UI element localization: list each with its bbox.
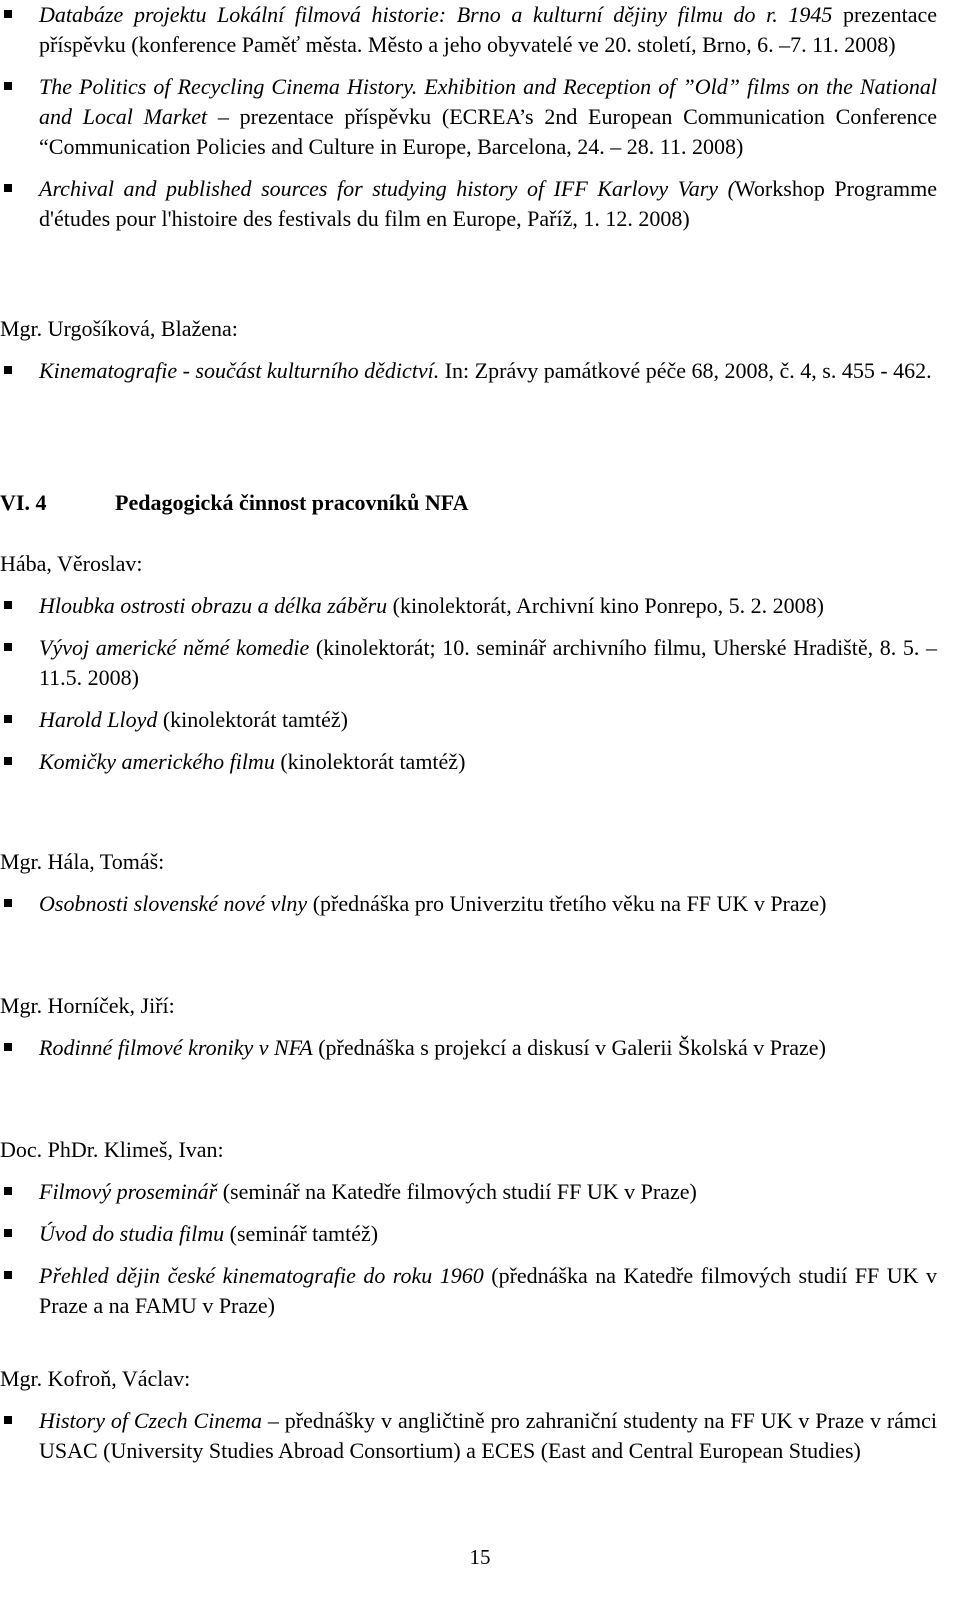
list-item — [0, 705, 937, 735]
item-title: Archival and published sources for studying history of IFF Karlovy Vary ( — [39, 176, 735, 201]
urgosikova-block — [0, 314, 960, 386]
square-bullet-icon — [4, 1416, 12, 1424]
item-title: Kinematografie - součást kulturního dědictví. — [39, 358, 440, 383]
item-detail: (přednáška s projekcí a diskusí v Galerii Školská v Praze) — [312, 1035, 826, 1060]
hala-block — [0, 847, 960, 919]
square-bullet-icon — [4, 184, 12, 192]
square-bullet-icon — [4, 10, 12, 18]
hornicek-block — [0, 991, 960, 1063]
section-number: VI. 4 — [0, 490, 47, 515]
list-item — [0, 1219, 937, 1249]
item-detail: (seminář na Katedře filmových studií FF UK v Praze) — [217, 1179, 697, 1204]
square-bullet-icon — [4, 82, 12, 90]
kofron-block — [0, 1364, 960, 1466]
conference-presentations — [0, 0, 960, 234]
item-title: Komičky amerického filmu — [39, 749, 275, 774]
item-detail: – prezentace příspěvku (ECREA’s 2nd European Communication Conference “Communication Policies and Culture in Europe, Barcelona, 24. – 28. 11. 2008) — [39, 104, 937, 159]
list-item — [0, 889, 937, 919]
person-heading: Hába, Věroslav: — [0, 551, 143, 576]
square-bullet-icon — [4, 601, 12, 609]
person-heading: Mgr. Kofroň, Václav: — [0, 1366, 191, 1391]
item-detail: prezentace příspěvku (konference Paměť města. Město a jeho obyvatelé ve 20. století, Brno, 6. –7. 11. 2008) — [39, 2, 937, 57]
item-title: Přehled dějin české kinematografie do roku 1960 — [39, 1263, 484, 1288]
bullet-list — [0, 356, 960, 386]
list-item — [0, 633, 937, 693]
item-detail: (kinolektorát tamtéž) — [157, 707, 348, 732]
item-detail: (kinolektorát tamtéž) — [274, 749, 466, 774]
klimes-block — [0, 1135, 960, 1321]
square-bullet-icon — [4, 643, 12, 651]
item-detail: (kinolektorát, Archivní kino Ponrepo, 5. 2. 2008) — [387, 593, 825, 618]
person-heading: Doc. PhDr. Klimeš, Ivan: — [0, 1137, 224, 1162]
list-item — [0, 747, 937, 777]
section-heading — [0, 488, 960, 518]
item-title: Úvod do studia filmu — [39, 1221, 225, 1246]
item-detail: In: Zprávy památkové péče 68, 2008, č. 4, s. 455 - 462. — [439, 358, 932, 383]
list-item — [0, 591, 937, 621]
item-title: The Politics of Recycling Cinema History. Exhibition and Reception of ”Old” films on the National and Local Market — [39, 74, 937, 129]
item-detail: (seminář tamtéž) — [224, 1221, 379, 1246]
list-item — [0, 174, 937, 234]
item-title: Harold Lloyd — [39, 707, 158, 732]
list-item — [0, 1406, 937, 1466]
list-item — [0, 356, 937, 386]
item-detail: (přednáška na Katedře filmových studií FF UK v Praze a na FAMU v Praze) — [39, 1263, 938, 1318]
list-item — [0, 0, 937, 60]
square-bullet-icon — [4, 1271, 12, 1279]
item-detail: Workshop Programme d'études pour l'histoire des festivals du film en Europe, Paříž, 1. 12. 2008) — [39, 176, 937, 231]
bullet-list — [0, 889, 960, 919]
bullet-list — [0, 591, 960, 777]
square-bullet-icon — [4, 1187, 12, 1195]
item-title: History of Czech Cinema — [39, 1408, 262, 1433]
list-item — [0, 1261, 937, 1321]
bullet-list — [0, 1406, 960, 1466]
square-bullet-icon — [4, 1043, 12, 1051]
person-heading: Mgr. Hála, Tomáš: — [0, 849, 165, 874]
person-heading: Mgr. Horníček, Jiří: — [0, 993, 175, 1018]
item-detail: (kinolektorát; 10. seminář archivního filmu, Uherské Hradiště, 8. 5. – 11.5. 2008) — [39, 635, 937, 690]
bullet-list — [0, 1177, 960, 1321]
item-detail: (přednáška pro Univerzitu třetího věku na FF UK v Praze) — [307, 891, 827, 916]
list-item — [0, 1177, 937, 1207]
list-item — [0, 72, 937, 162]
square-bullet-icon — [4, 366, 12, 374]
item-title: Hloubka ostrosti obrazu a délka záběru — [39, 593, 388, 618]
item-title: Databáze projektu Lokální filmová historie: Brno a kulturní dějiny filmu do r. 1945 — [39, 2, 833, 27]
item-title: Rodinné filmové kroniky v NFA — [39, 1035, 313, 1060]
item-title: Filmový proseminář — [39, 1179, 218, 1204]
section-title: Pedagogická činnost pracovníků NFA — [115, 490, 469, 515]
bullet-list — [0, 0, 960, 234]
item-title: Osobnosti slovenské nové vlny — [39, 891, 308, 916]
page-number: 15 — [469, 1545, 491, 1569]
square-bullet-icon — [4, 715, 12, 723]
list-item — [0, 1033, 937, 1063]
item-detail: – přednášky v angličtině pro zahraniční studenty na FF UK v Praze v rámci USAC (University Studies Abroad Consortium) a ECES (East and Central European Studies) — [39, 1408, 937, 1463]
haba-block — [0, 549, 960, 777]
square-bullet-icon — [4, 1229, 12, 1237]
square-bullet-icon — [4, 899, 12, 907]
square-bullet-icon — [4, 757, 12, 765]
item-title: Vývoj americké němé komedie — [39, 635, 310, 660]
bullet-list — [0, 1033, 960, 1063]
person-heading: Mgr. Urgošíková, Blažena: — [0, 316, 238, 341]
